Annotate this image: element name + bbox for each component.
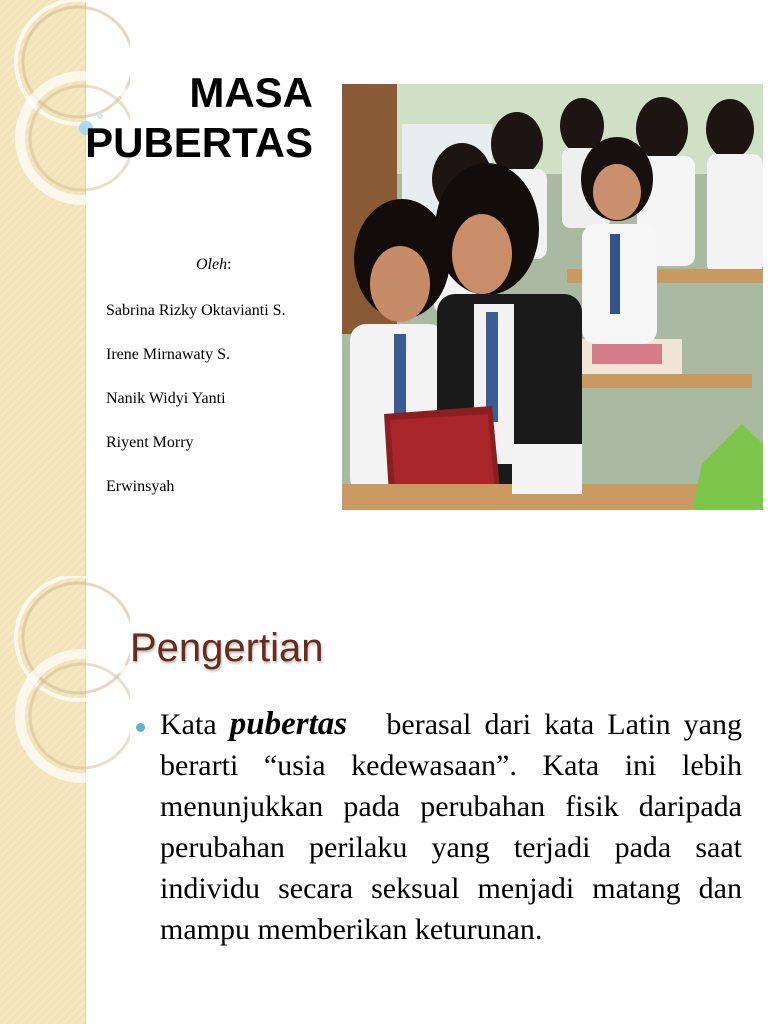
para-rest: berasal dari kata Latin yang berarti “usia kedewasaan”. Kata ini lebih menunjukkan pada perubahan fisik daripada perubahan perilaku yang terjadi pada saat individu secara seksual menjadi matang dan mampu memberikan keturunan. [160, 708, 750, 946]
title-line-2: PUBERTAS [85, 119, 313, 166]
byline-colon: : [227, 256, 232, 273]
classroom-photo-illustration [342, 84, 763, 510]
para-lead: Kata [160, 708, 230, 741]
author-item: Erwinsyah [106, 478, 175, 495]
decorative-rings-icon [0, 576, 130, 1024]
sidebar-decoration [0, 576, 86, 1024]
slide-title-text [85, 68, 313, 168]
slide-definition [0, 576, 768, 1024]
byline [196, 256, 232, 274]
author-item: Riyent Morry [106, 434, 194, 451]
author-item: Irene Mirnawaty S. [106, 346, 230, 363]
para-keyword: pubertas [229, 706, 348, 742]
bullet-dot-icon [136, 723, 145, 732]
author-list [106, 300, 286, 520]
definition-paragraph [160, 704, 750, 950]
author-item: Nanik Widyi Yanti [106, 390, 226, 407]
author-item: Sabrina Rizky Oktavianti S. [106, 302, 286, 319]
classroom-photo [342, 84, 763, 510]
title-line-1: MASA [189, 69, 313, 116]
sidebar-decoration [0, 0, 86, 576]
byline-label: Oleh [196, 256, 228, 273]
section-heading: Pengertian [130, 626, 324, 670]
